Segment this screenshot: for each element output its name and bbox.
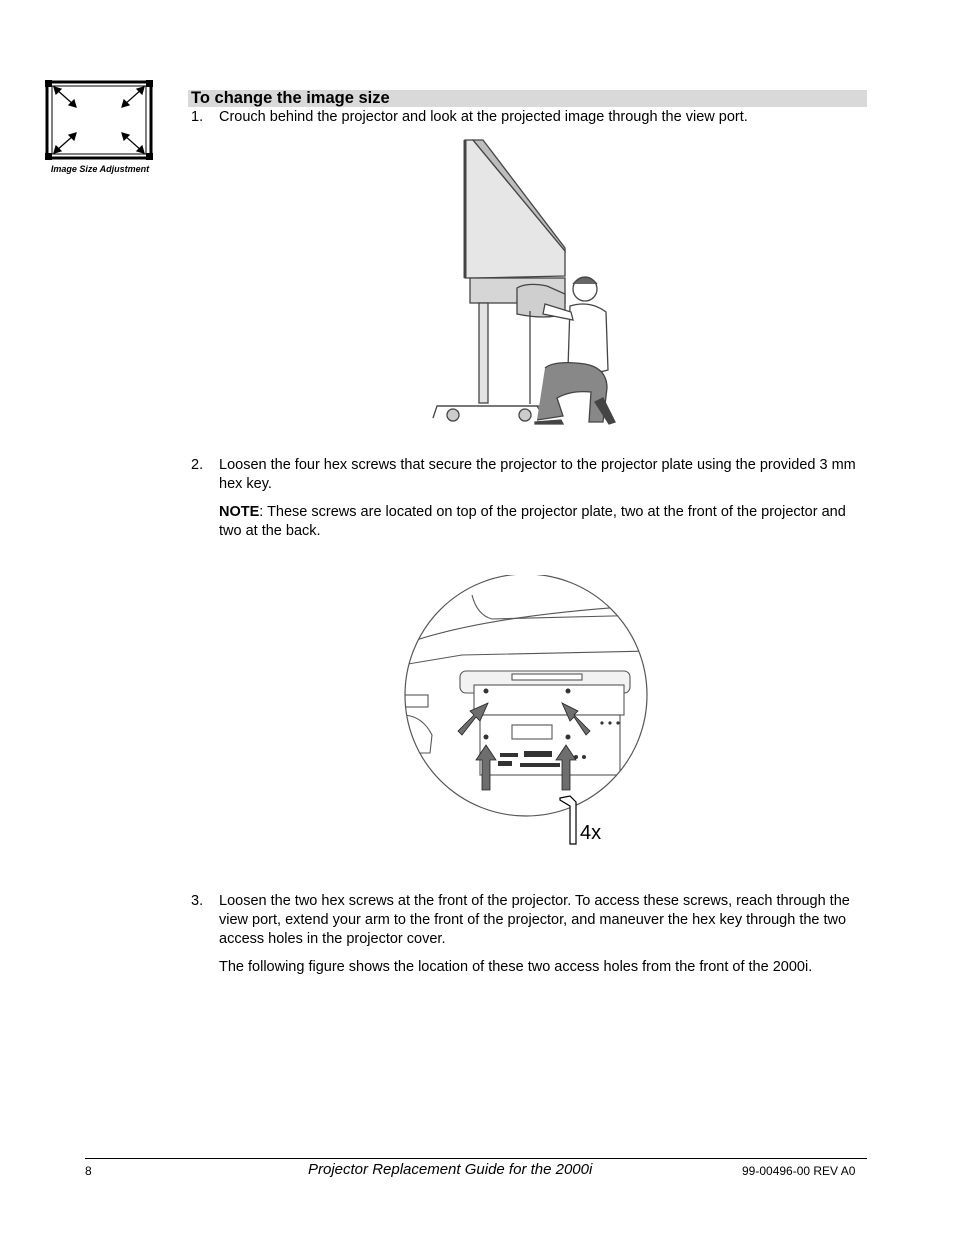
step-text: Crouch behind the projector and look at the projected image through the view port. [219,109,748,125]
sidebar-caption: Image Size Adjustment [50,164,150,174]
note [219,503,871,541]
note-text: : These screws are located on top of the projector plate, two at the front of the projector and two at the back. [219,504,846,539]
step-number: 1. [191,109,204,125]
note-label: NOTE [219,504,260,520]
figure-crouching-behind-projector [425,136,630,428]
step-text: Loosen the four hex screws that secure the projector to the projector plate using the provided 3 mm hex key. [219,457,856,492]
step-followup: The following figure shows the location of these two access holes from the front of the 2000i. [219,959,813,975]
document-number: 99-00496-00 REV A0 [742,1164,856,1178]
step-1 [191,108,871,127]
footer-divider [85,1158,867,1159]
step-number: 3. [191,893,204,909]
section-heading: To change the image size [188,90,867,107]
figure-hex-screws-closeup [402,575,654,850]
page-number: 8 [85,1164,92,1178]
step-2 [191,456,871,541]
footer-title: Projector Replacement Guide for the 2000i [308,1161,593,1178]
step-number: 2. [191,457,204,473]
image-size-adjustment-icon [44,79,156,163]
step-3 [191,892,871,977]
quantity-label: 4x [580,822,602,844]
step-text: Loosen the two hex screws at the front of the projector. To access these screws, reach through the view port, extend your arm to the front of the projector, and maneuver the hex key through the two access holes in the projector cover. [219,893,850,947]
